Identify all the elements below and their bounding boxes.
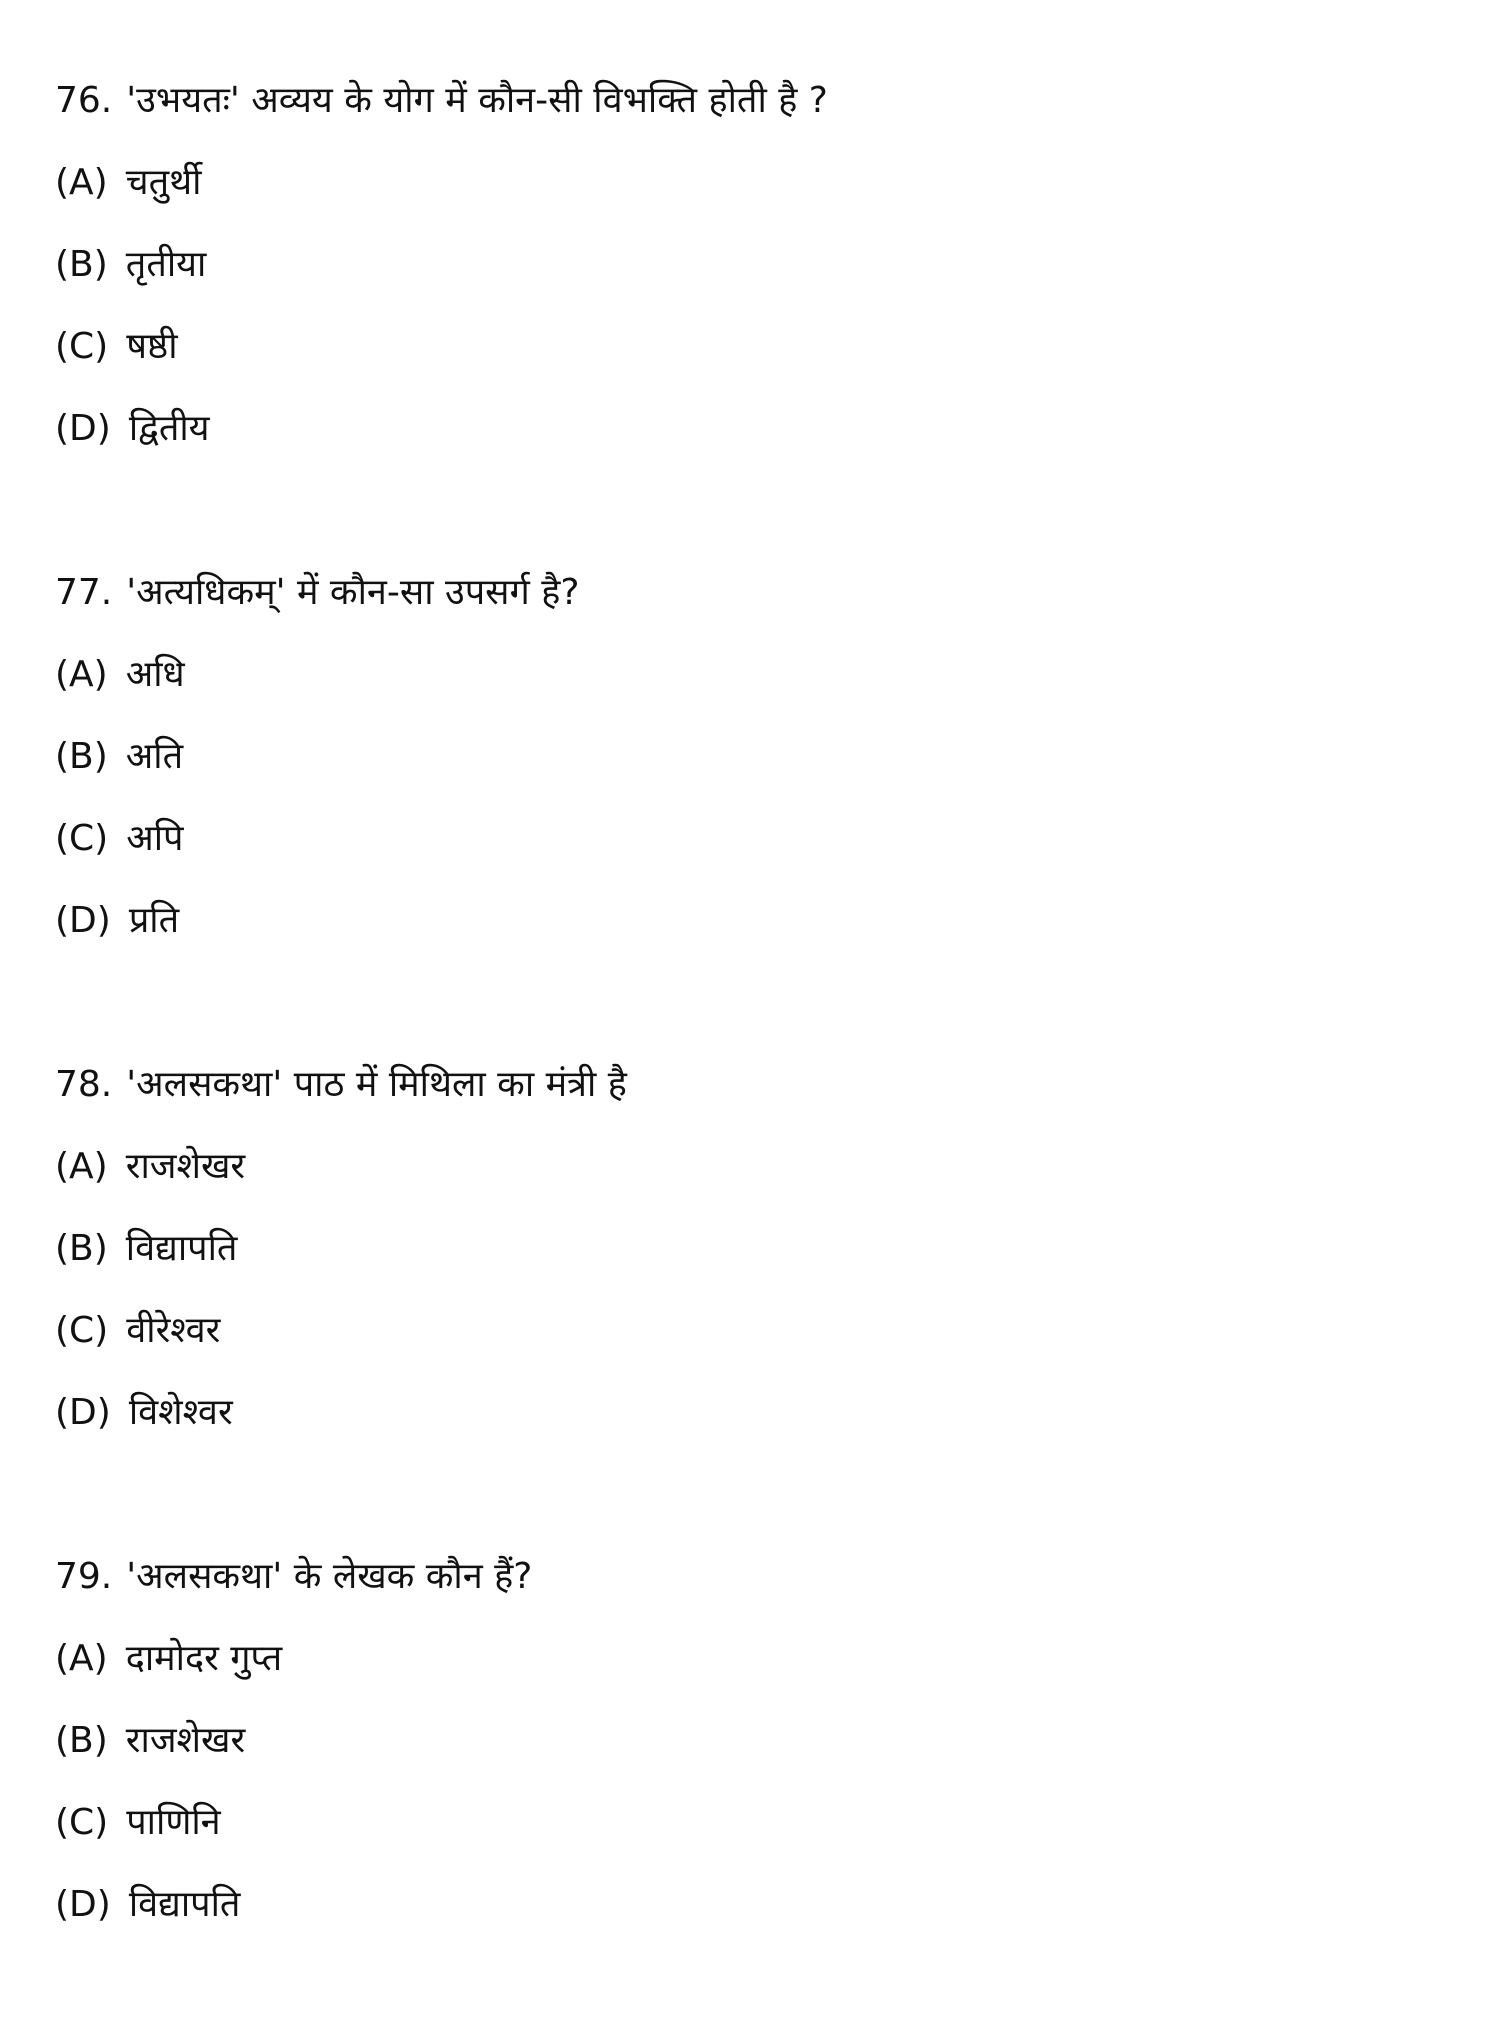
option-text: अति [125, 736, 184, 777]
question-text: 'अलसकथा' पाठ में मिथिला का मंत्री है [126, 1064, 627, 1105]
question-block [55, 60, 828, 470]
option-label: (A) [55, 162, 108, 203]
option [55, 1782, 828, 1864]
option-text: विशेश्वर [128, 1392, 233, 1433]
option-text: द्वितीय [128, 408, 210, 449]
option-text: दामोदर गुप्त [125, 1638, 283, 1679]
option-label: (B) [55, 1228, 108, 1269]
option-label: (D) [55, 408, 111, 449]
question-number: 77. [55, 572, 113, 613]
option [55, 1126, 828, 1208]
question-block [55, 1044, 828, 1454]
option-label: (D) [55, 900, 111, 941]
option-label: (B) [55, 244, 108, 285]
option [55, 634, 828, 716]
question-number: 78. [55, 1064, 113, 1105]
option-label: (C) [55, 1802, 109, 1843]
option [55, 798, 828, 880]
option-text: अधि [125, 654, 185, 695]
option-text: वीरेश्वर [126, 1310, 221, 1351]
option-label: (C) [55, 1310, 109, 1351]
option [55, 1700, 828, 1782]
option [55, 716, 828, 798]
question-text: 'उभयतः' अव्यय के योग में कौन-सी विभक्ति होती है ? [126, 80, 828, 121]
option [55, 1290, 828, 1372]
option-label: (B) [55, 736, 108, 777]
option-label: (A) [55, 1638, 108, 1679]
question-list [55, 60, 828, 2028]
option-text: अपि [126, 818, 184, 859]
question-number: 79. [55, 1556, 113, 1597]
question-stem [55, 552, 828, 634]
option-text: विद्यापति [128, 1884, 241, 1925]
option [55, 388, 828, 470]
question-text: 'अत्यधिकम्' में कौन-सा उपसर्ग है? [126, 572, 580, 613]
option-label: (A) [55, 654, 108, 695]
option [55, 1864, 828, 1946]
option [55, 880, 828, 962]
option [55, 306, 828, 388]
option-label: (D) [55, 1884, 111, 1925]
option-text: राजशेखर [125, 1720, 246, 1761]
option [55, 224, 828, 306]
option-label: (D) [55, 1392, 111, 1433]
option-label: (C) [55, 818, 109, 859]
question-block [55, 552, 828, 962]
option-text: प्रति [128, 900, 180, 941]
option-text: चतुर्थी [125, 162, 202, 203]
option-text: षष्ठी [126, 326, 178, 367]
question-stem [55, 60, 828, 142]
option-text: विद्यापति [125, 1228, 238, 1269]
option [55, 1618, 828, 1700]
question-stem [55, 1044, 828, 1126]
question-text: 'अलसकथा' के लेखक कौन हैं? [126, 1556, 533, 1597]
option-text: तृतीया [125, 244, 207, 285]
option [55, 1372, 828, 1454]
option-text: पाणिनि [126, 1802, 221, 1843]
option [55, 142, 828, 224]
option-text: राजशेखर [125, 1146, 246, 1187]
question-stem [55, 1536, 828, 1618]
option [55, 1208, 828, 1290]
option-label: (A) [55, 1146, 108, 1187]
question-block [55, 1536, 828, 1946]
option-label: (B) [55, 1720, 108, 1761]
question-number: 76. [55, 80, 113, 121]
option-label: (C) [55, 326, 109, 367]
